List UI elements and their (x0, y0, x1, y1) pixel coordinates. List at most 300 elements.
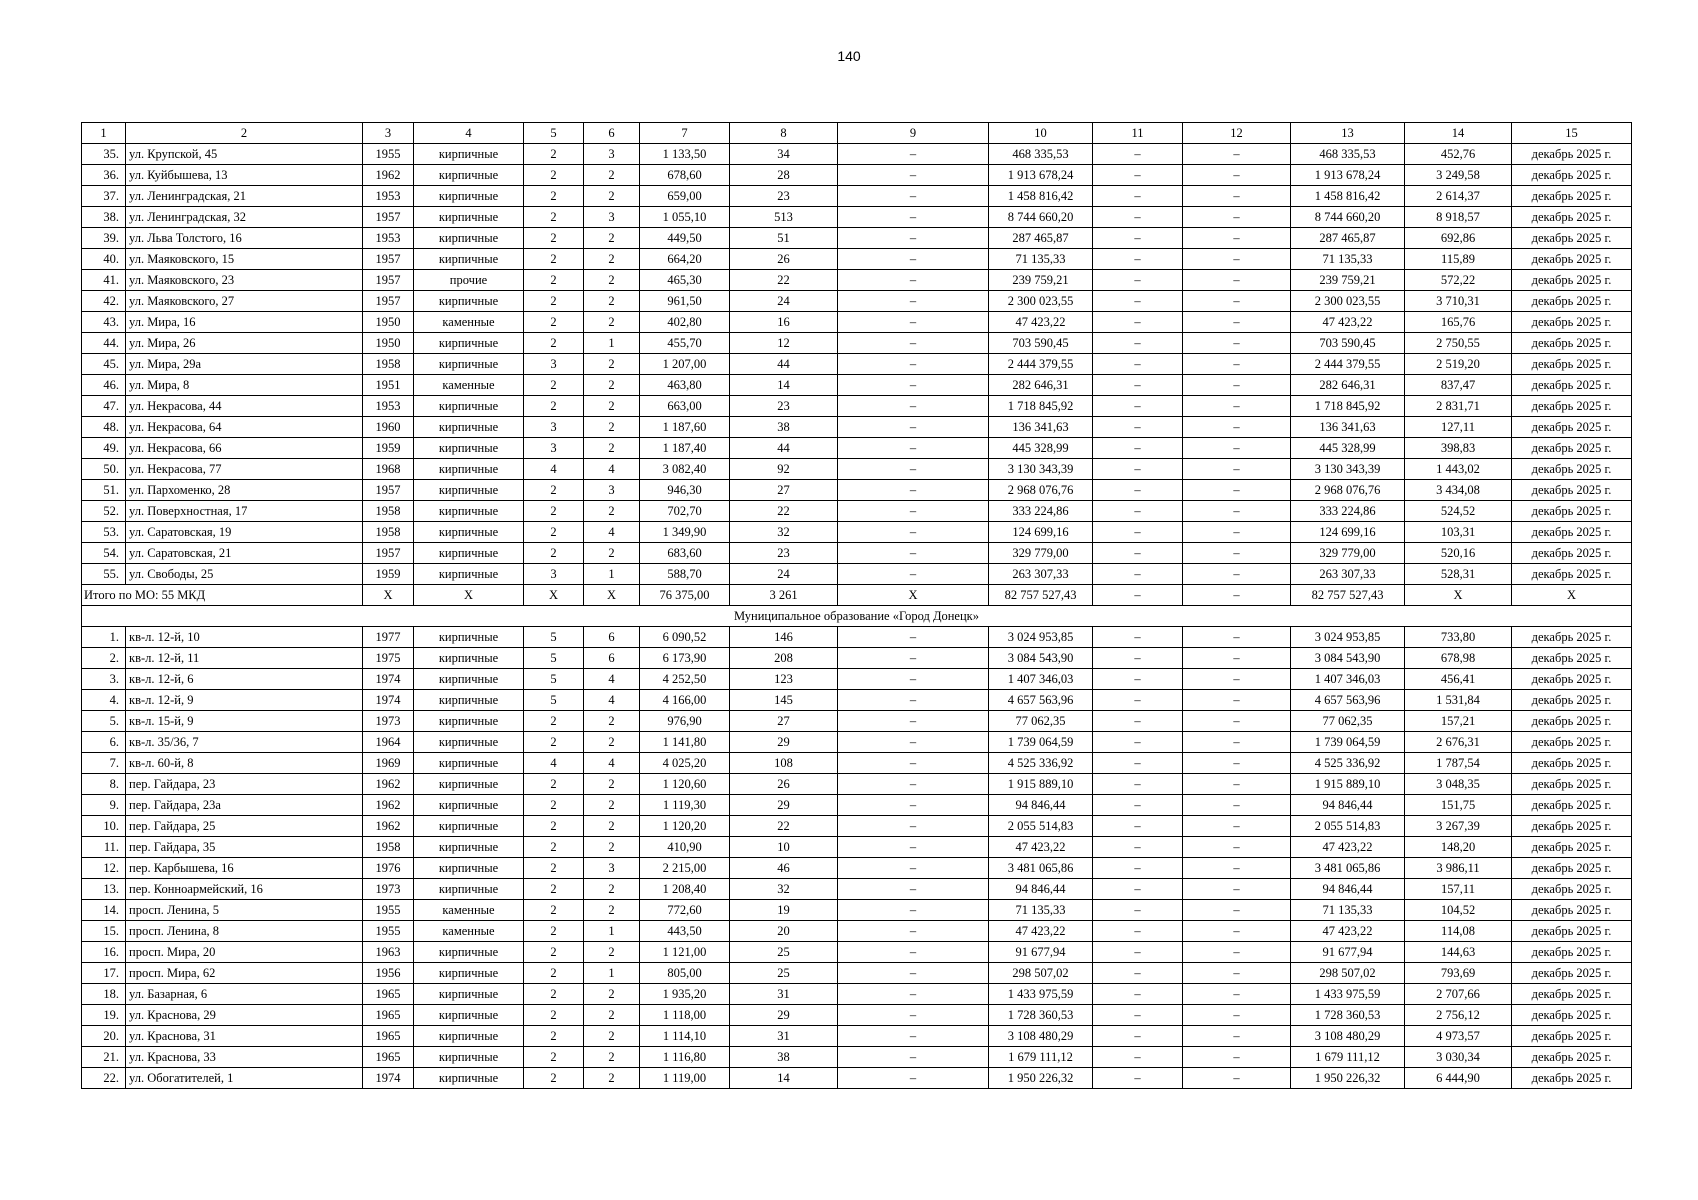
total-area-cell: 1 119,30 (640, 795, 730, 816)
address-cell: ул. Пархоменко, 28 (126, 480, 363, 501)
col-11-cell: – (1093, 165, 1183, 186)
wall-material-cell: кирпичные (414, 144, 524, 165)
table-row (82, 165, 1632, 186)
completion-date-cell: декабрь 2025 г. (1512, 543, 1632, 564)
address-cell: ул. Поверхностная, 17 (126, 501, 363, 522)
page-number: 140 (837, 48, 861, 64)
address-cell: ул. Маяковского, 15 (126, 249, 363, 270)
floors-cell: 5 (524, 690, 584, 711)
residents-total-cell: 3 261 (730, 585, 838, 606)
address-cell: ул. Ленинградская, 21 (126, 186, 363, 207)
residents-cell: 44 (730, 438, 838, 459)
col-12-cell: – (1183, 165, 1291, 186)
cost-per-sqm-cell: 528,31 (1405, 564, 1512, 585)
row-number-cell: 11. (82, 837, 126, 858)
cost-per-sqm-cell: 524,52 (1405, 501, 1512, 522)
entrances-cell: 1 (584, 564, 640, 585)
cost-fund-cell: 1 407 346,03 (1291, 669, 1405, 690)
address-cell: ул. Мира, 26 (126, 333, 363, 354)
cost-total-cell: 2 055 514,83 (989, 816, 1093, 837)
col-12-cell: – (1183, 375, 1291, 396)
row-number-cell: 49. (82, 438, 126, 459)
floors-cell: 2 (524, 165, 584, 186)
entrances-cell: 2 (584, 249, 640, 270)
year-built-cell: 1974 (363, 1068, 414, 1089)
year-built-cell: 1957 (363, 543, 414, 564)
entrances-cell: 2 (584, 312, 640, 333)
cost-per-sqm-cell: 1 531,84 (1405, 690, 1512, 711)
wall-material-cell: кирпичные (414, 522, 524, 543)
year-built-cell: 1951 (363, 375, 414, 396)
completion-date-cell: декабрь 2025 г. (1512, 963, 1632, 984)
wall-material-cell: кирпичные (414, 207, 524, 228)
column-header: 13 (1291, 123, 1405, 144)
cost-fund-cell: 124 699,16 (1291, 522, 1405, 543)
table-row (82, 963, 1632, 984)
completion-date-cell: декабрь 2025 г. (1512, 774, 1632, 795)
wall-material-cell: кирпичные (414, 417, 524, 438)
total-area-cell: 1 349,90 (640, 522, 730, 543)
cost-per-sqm-cell: 157,11 (1405, 879, 1512, 900)
row-number-cell: 55. (82, 564, 126, 585)
residents-cell: 22 (730, 270, 838, 291)
cost-per-sqm-cell: 165,76 (1405, 312, 1512, 333)
floors-cell: 2 (524, 816, 584, 837)
year-built-cell: 1977 (363, 627, 414, 648)
wall-material-cell: кирпичные (414, 354, 524, 375)
residents-cell: 51 (730, 228, 838, 249)
total-area-cell: 683,60 (640, 543, 730, 564)
cost-total-cell: 333 224,86 (989, 501, 1093, 522)
cost-per-sqm-cell: 3 249,58 (1405, 165, 1512, 186)
completion-date-cell: декабрь 2025 г. (1512, 816, 1632, 837)
entrances-total-cell: X (584, 585, 640, 606)
col-12-cell: – (1183, 186, 1291, 207)
cost-fund-cell: 47 423,22 (1291, 837, 1405, 858)
completion-date-cell: декабрь 2025 г. (1512, 165, 1632, 186)
table-row (82, 669, 1632, 690)
col-12-cell: – (1183, 690, 1291, 711)
residents-cell: 32 (730, 522, 838, 543)
section-header-row (82, 606, 1632, 627)
col-11-cell: – (1093, 669, 1183, 690)
residents-cell: 23 (730, 543, 838, 564)
wall-material-cell: кирпичные (414, 333, 524, 354)
residents-cell: 27 (730, 480, 838, 501)
cost-per-sqm-cell: 148,20 (1405, 837, 1512, 858)
row-number-cell: 3. (82, 669, 126, 690)
cost-fund-cell: 1 950 226,32 (1291, 1068, 1405, 1089)
entrances-cell: 6 (584, 627, 640, 648)
entrances-cell: 2 (584, 186, 640, 207)
floors-cell: 3 (524, 354, 584, 375)
completion-date-cell: декабрь 2025 г. (1512, 711, 1632, 732)
year-built-cell: 1976 (363, 858, 414, 879)
year-built-cell: 1957 (363, 270, 414, 291)
section-title: Муниципальное образование «Город Донецк» (82, 606, 1632, 627)
residents-cell: 31 (730, 1026, 838, 1047)
completion-date-cell: декабрь 2025 г. (1512, 501, 1632, 522)
completion-date-cell: декабрь 2025 г. (1512, 1068, 1632, 1089)
total-area-cell: 678,60 (640, 165, 730, 186)
cost-fund-cell: 91 677,94 (1291, 942, 1405, 963)
row-number-cell: 54. (82, 543, 126, 564)
table-row (82, 480, 1632, 501)
cost-fund-total-cell: 82 757 527,43 (1291, 585, 1405, 606)
col-11-cell: – (1093, 207, 1183, 228)
address-cell: ул. Саратовская, 21 (126, 543, 363, 564)
col-12-cell: – (1183, 963, 1291, 984)
table-row (82, 249, 1632, 270)
cost-fund-cell: 71 135,33 (1291, 900, 1405, 921)
cost-fund-cell: 2 444 379,55 (1291, 354, 1405, 375)
address-cell: пер. Гайдара, 25 (126, 816, 363, 837)
cost-fund-cell: 2 055 514,83 (1291, 816, 1405, 837)
cost-total-cell: 445 328,99 (989, 438, 1093, 459)
cost-fund-cell: 77 062,35 (1291, 711, 1405, 732)
cost-total-cell: 1 739 064,59 (989, 732, 1093, 753)
address-cell: ул. Мира, 16 (126, 312, 363, 333)
table-row (82, 438, 1632, 459)
col-11-cell: – (1093, 690, 1183, 711)
cost-fund-cell: 47 423,22 (1291, 312, 1405, 333)
floors-cell: 5 (524, 648, 584, 669)
total-area-cell: 6 173,90 (640, 648, 730, 669)
floors-cell: 2 (524, 963, 584, 984)
cost-fund-cell: 329 779,00 (1291, 543, 1405, 564)
col-9-cell: – (838, 795, 989, 816)
col-11-cell: – (1093, 270, 1183, 291)
col-9-total-cell: X (838, 585, 989, 606)
col-12-cell: – (1183, 774, 1291, 795)
cost-per-sqm-cell: 151,75 (1405, 795, 1512, 816)
cost-per-sqm-cell: 144,63 (1405, 942, 1512, 963)
row-number-cell: 42. (82, 291, 126, 312)
entrances-cell: 2 (584, 1005, 640, 1026)
col-11-cell: – (1093, 522, 1183, 543)
year-built-cell: 1965 (363, 1026, 414, 1047)
entrances-cell: 4 (584, 459, 640, 480)
col-9-cell: – (838, 816, 989, 837)
cost-fund-cell: 468 335,53 (1291, 144, 1405, 165)
year-built-cell: 1965 (363, 1005, 414, 1026)
floors-cell: 2 (524, 375, 584, 396)
total-area-cell: 463,80 (640, 375, 730, 396)
row-number-cell: 47. (82, 396, 126, 417)
cost-fund-cell: 298 507,02 (1291, 963, 1405, 984)
cost-total-cell: 47 423,22 (989, 921, 1093, 942)
entrances-cell: 2 (584, 711, 640, 732)
wall-material-cell: кирпичные (414, 774, 524, 795)
year-built-cell: 1975 (363, 648, 414, 669)
table-row (82, 312, 1632, 333)
floors-cell: 2 (524, 942, 584, 963)
entrances-cell: 2 (584, 1026, 640, 1047)
wall-material-cell: кирпичные (414, 879, 524, 900)
col-9-cell: – (838, 291, 989, 312)
table-row (82, 522, 1632, 543)
total-area-cell: 1 120,60 (640, 774, 730, 795)
row-number-cell: 46. (82, 375, 126, 396)
cost-total-cell: 1 718 845,92 (989, 396, 1093, 417)
col-11-cell: – (1093, 942, 1183, 963)
year-built-cell: 1959 (363, 438, 414, 459)
col-11-cell: – (1093, 711, 1183, 732)
wall-material-cell: кирпичные (414, 648, 524, 669)
year-built-cell: 1955 (363, 921, 414, 942)
wall-material-cell: кирпичные (414, 627, 524, 648)
col-12-cell: – (1183, 795, 1291, 816)
floors-cell: 2 (524, 921, 584, 942)
col-12-cell: – (1183, 732, 1291, 753)
cost-total-cell: 329 779,00 (989, 543, 1093, 564)
row-number-cell: 40. (82, 249, 126, 270)
col-9-cell: – (838, 165, 989, 186)
residents-cell: 22 (730, 816, 838, 837)
col-11-cell: – (1093, 333, 1183, 354)
completion-date-cell: декабрь 2025 г. (1512, 480, 1632, 501)
col-9-cell: – (838, 879, 989, 900)
completion-date-cell: декабрь 2025 г. (1512, 795, 1632, 816)
cost-per-sqm-cell: 103,31 (1405, 522, 1512, 543)
cost-total-cell: 94 846,44 (989, 795, 1093, 816)
floors-cell: 2 (524, 1068, 584, 1089)
col-12-cell: – (1183, 648, 1291, 669)
wall-material-cell: кирпичные (414, 438, 524, 459)
address-cell: просп. Мира, 20 (126, 942, 363, 963)
residents-cell: 12 (730, 333, 838, 354)
cost-fund-cell: 1 915 889,10 (1291, 774, 1405, 795)
cost-total-cell: 91 677,94 (989, 942, 1093, 963)
floors-cell: 2 (524, 711, 584, 732)
floors-cell: 2 (524, 984, 584, 1005)
year-built-cell: 1969 (363, 753, 414, 774)
column-header: 14 (1405, 123, 1512, 144)
col-11-cell: – (1093, 732, 1183, 753)
completion-date-cell: декабрь 2025 г. (1512, 753, 1632, 774)
table-row (82, 942, 1632, 963)
cost-total-cell: 77 062,35 (989, 711, 1093, 732)
year-built-cell: 1962 (363, 774, 414, 795)
completion-date-cell: декабрь 2025 г. (1512, 690, 1632, 711)
col-11-cell: – (1093, 1068, 1183, 1089)
col-11-cell: – (1093, 1047, 1183, 1068)
total-area-cell: 1 114,10 (640, 1026, 730, 1047)
cost-total-total-cell: 82 757 527,43 (989, 585, 1093, 606)
year-built-cell: 1962 (363, 816, 414, 837)
col-9-cell: – (838, 438, 989, 459)
col-11-cell: – (1093, 921, 1183, 942)
address-cell: пер. Гайдара, 23а (126, 795, 363, 816)
wall-material-cell: кирпичные (414, 816, 524, 837)
wall-material-cell: кирпичные (414, 186, 524, 207)
floors-cell: 2 (524, 1047, 584, 1068)
col-11-cell: – (1093, 186, 1183, 207)
cost-per-sqm-cell: 127,11 (1405, 417, 1512, 438)
entrances-cell: 3 (584, 207, 640, 228)
completion-date-cell: декабрь 2025 г. (1512, 333, 1632, 354)
floors-cell: 2 (524, 480, 584, 501)
floors-cell: 2 (524, 522, 584, 543)
table-row (82, 732, 1632, 753)
cost-total-cell: 2 300 023,55 (989, 291, 1093, 312)
residents-cell: 92 (730, 459, 838, 480)
total-area-cell: 1 187,60 (640, 417, 730, 438)
col-9-cell: – (838, 459, 989, 480)
row-number-cell: 18. (82, 984, 126, 1005)
col-12-cell: – (1183, 543, 1291, 564)
row-number-cell: 51. (82, 480, 126, 501)
cost-fund-cell: 94 846,44 (1291, 795, 1405, 816)
residents-cell: 27 (730, 711, 838, 732)
cost-total-cell: 124 699,16 (989, 522, 1093, 543)
residents-cell: 10 (730, 837, 838, 858)
col-12-cell: – (1183, 984, 1291, 1005)
total-area-cell: 455,70 (640, 333, 730, 354)
total-area-cell: 805,00 (640, 963, 730, 984)
cost-per-sqm-cell: 837,47 (1405, 375, 1512, 396)
cost-total-cell: 239 759,21 (989, 270, 1093, 291)
cost-fund-cell: 3 130 343,39 (1291, 459, 1405, 480)
cost-total-cell: 703 590,45 (989, 333, 1093, 354)
cost-fund-cell: 2 968 076,76 (1291, 480, 1405, 501)
completion-date-cell: декабрь 2025 г. (1512, 879, 1632, 900)
col-11-cell: – (1093, 837, 1183, 858)
entrances-cell: 6 (584, 648, 640, 669)
entrances-cell: 1 (584, 963, 640, 984)
completion-date-cell: декабрь 2025 г. (1512, 354, 1632, 375)
entrances-cell: 2 (584, 270, 640, 291)
col-12-cell: – (1183, 270, 1291, 291)
cost-per-sqm-cell: 3 267,39 (1405, 816, 1512, 837)
wall-material-cell: кирпичные (414, 669, 524, 690)
floors-cell: 4 (524, 459, 584, 480)
col-9-cell: – (838, 900, 989, 921)
completion-date-cell: декабрь 2025 г. (1512, 207, 1632, 228)
year-built-cell: 1964 (363, 732, 414, 753)
col-11-cell: – (1093, 480, 1183, 501)
col-11-cell: – (1093, 1005, 1183, 1026)
wall-material-cell: кирпичные (414, 564, 524, 585)
cost-total-cell: 3 130 343,39 (989, 459, 1093, 480)
total-area-cell: 1 119,00 (640, 1068, 730, 1089)
row-number-cell: 44. (82, 333, 126, 354)
entrances-cell: 1 (584, 333, 640, 354)
row-number-cell: 10. (82, 816, 126, 837)
floors-cell: 2 (524, 207, 584, 228)
address-cell: ул. Краснова, 29 (126, 1005, 363, 1026)
year-built-cell: 1973 (363, 879, 414, 900)
residents-cell: 38 (730, 417, 838, 438)
column-number-header (82, 123, 1632, 144)
floors-cell: 3 (524, 564, 584, 585)
col-12-cell: – (1183, 900, 1291, 921)
column-header: 9 (838, 123, 989, 144)
col-9-cell: – (838, 396, 989, 417)
col-9-cell: – (838, 417, 989, 438)
wall-material-cell: кирпичные (414, 543, 524, 564)
address-cell: ул. Некрасова, 66 (126, 438, 363, 459)
column-header: 7 (640, 123, 730, 144)
table-row (82, 333, 1632, 354)
cost-per-sqm-cell: 1 443,02 (1405, 459, 1512, 480)
row-number-cell: 2. (82, 648, 126, 669)
wall-material-cell: каменные (414, 312, 524, 333)
cost-per-sqm-cell: 8 918,57 (1405, 207, 1512, 228)
table-row (82, 291, 1632, 312)
col-11-total-cell: – (1093, 585, 1183, 606)
wall-material-cell: кирпичные (414, 795, 524, 816)
address-cell: ул. Льва Толстого, 16 (126, 228, 363, 249)
cost-fund-cell: 3 108 480,29 (1291, 1026, 1405, 1047)
cost-per-sqm-cell: 793,69 (1405, 963, 1512, 984)
completion-date-cell: декабрь 2025 г. (1512, 564, 1632, 585)
residents-cell: 14 (730, 1068, 838, 1089)
floors-cell: 3 (524, 438, 584, 459)
residents-cell: 29 (730, 795, 838, 816)
row-number-cell: 9. (82, 795, 126, 816)
year-built-cell: 1962 (363, 795, 414, 816)
column-header: 4 (414, 123, 524, 144)
floors-cell: 2 (524, 1026, 584, 1047)
row-number-cell: 20. (82, 1026, 126, 1047)
column-header: 5 (524, 123, 584, 144)
address-cell: кв-л. 15-й, 9 (126, 711, 363, 732)
table-row (82, 627, 1632, 648)
col-9-cell: – (838, 984, 989, 1005)
table-row (82, 459, 1632, 480)
table-row (82, 648, 1632, 669)
row-number-cell: 1. (82, 627, 126, 648)
col-11-cell: – (1093, 858, 1183, 879)
entrances-cell: 2 (584, 1047, 640, 1068)
cost-total-cell: 4 525 336,92 (989, 753, 1093, 774)
entrances-cell: 2 (584, 1068, 640, 1089)
table-row (82, 228, 1632, 249)
cost-fund-cell: 263 307,33 (1291, 564, 1405, 585)
row-number-cell: 8. (82, 774, 126, 795)
address-cell: кв-л. 35/36, 7 (126, 732, 363, 753)
col-12-cell: – (1183, 711, 1291, 732)
total-area-cell: 1 118,00 (640, 1005, 730, 1026)
entrances-cell: 2 (584, 396, 640, 417)
year-built-cell: 1973 (363, 711, 414, 732)
floors-cell: 4 (524, 753, 584, 774)
cost-total-cell: 47 423,22 (989, 312, 1093, 333)
table-row (82, 1068, 1632, 1089)
year-built-cell: 1965 (363, 1047, 414, 1068)
cost-total-cell: 282 646,31 (989, 375, 1093, 396)
cost-per-sqm-cell: 2 519,20 (1405, 354, 1512, 375)
table-row (82, 501, 1632, 522)
col-12-cell: – (1183, 438, 1291, 459)
entrances-cell: 2 (584, 900, 640, 921)
col-12-cell: – (1183, 354, 1291, 375)
row-number-cell: 35. (82, 144, 126, 165)
year-built-cell: 1962 (363, 165, 414, 186)
entrances-cell: 4 (584, 522, 640, 543)
wall-material-cell: кирпичные (414, 1047, 524, 1068)
col-11-cell: – (1093, 816, 1183, 837)
completion-date-cell: декабрь 2025 г. (1512, 228, 1632, 249)
cost-total-cell: 2 444 379,55 (989, 354, 1093, 375)
row-number-cell: 41. (82, 270, 126, 291)
cost-total-cell: 71 135,33 (989, 900, 1093, 921)
completion-date-cell: декабрь 2025 г. (1512, 858, 1632, 879)
wall-material-cell: кирпичные (414, 1005, 524, 1026)
address-cell: пер. Гайдара, 23 (126, 774, 363, 795)
col-12-cell: – (1183, 837, 1291, 858)
